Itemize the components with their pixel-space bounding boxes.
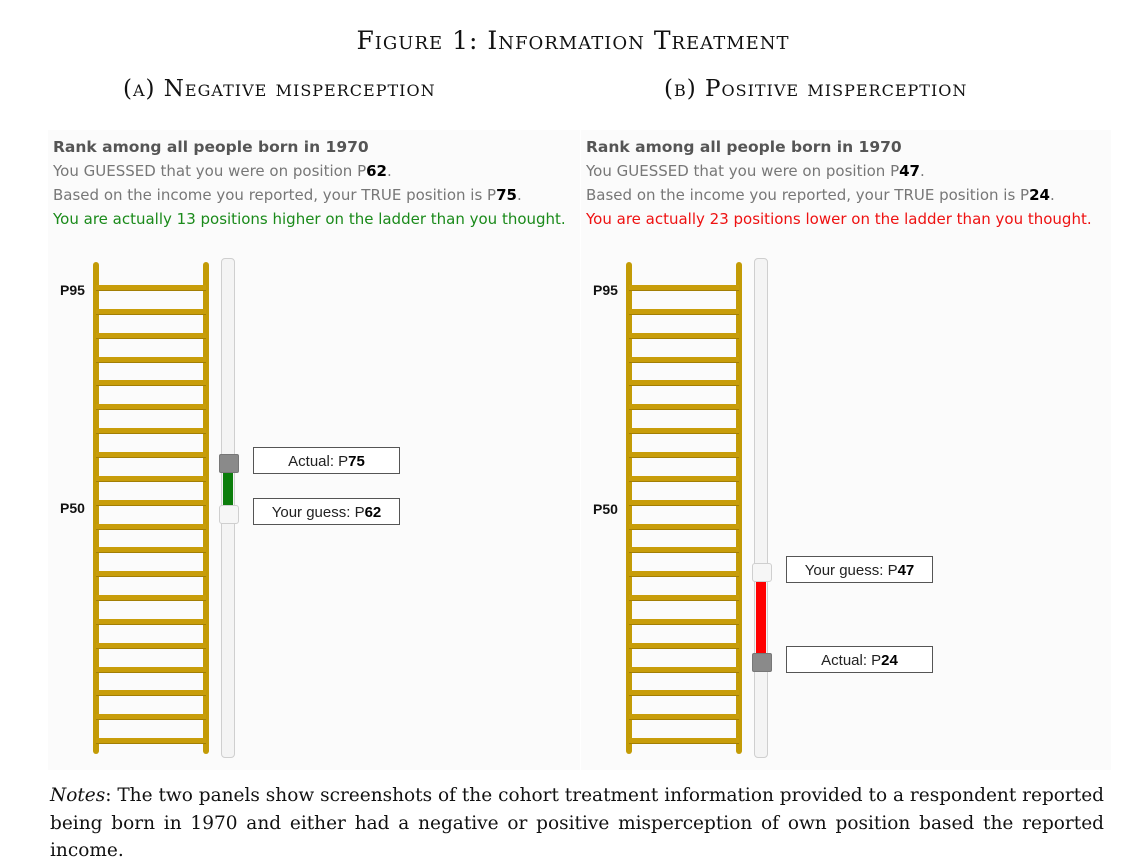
- ladder-rung: [629, 619, 739, 624]
- ladder-rung: [629, 404, 739, 409]
- ladder-rung: [629, 547, 739, 552]
- ladder-rung: [629, 595, 739, 600]
- actual-slider-handle[interactable]: [752, 653, 772, 672]
- ladder-rung: [629, 524, 739, 529]
- ladder-rung: [629, 285, 739, 290]
- ladder-rung: [629, 643, 739, 648]
- ladder-rung: [96, 357, 206, 362]
- ladder-rung: [96, 404, 206, 409]
- label-p95: P95: [593, 282, 618, 298]
- difference-statement: You are actually 13 positions higher on the ladder than you thought.: [53, 210, 566, 228]
- ladder-rung: [629, 667, 739, 672]
- actual-tag-prefix: Actual: P: [821, 652, 882, 670]
- guess-prefix: You GUESSED that you were on position P: [53, 162, 367, 180]
- ladder-rung: [96, 452, 206, 457]
- panel-b-screenshot: [581, 130, 1111, 770]
- position-slider-track[interactable]: [754, 258, 768, 758]
- ladder-rung: [96, 643, 206, 648]
- slider-fill: [756, 571, 766, 661]
- guess-position-tag: [786, 556, 933, 583]
- ladder-rung: [629, 380, 739, 385]
- ladder-rung: [96, 571, 206, 576]
- guess-value: 47: [899, 162, 920, 180]
- guess-prefix: You GUESSED that you were on position P: [586, 162, 900, 180]
- ladder-rung: [629, 476, 739, 481]
- ladder-rung: [629, 357, 739, 362]
- guess-value: 62: [366, 162, 387, 180]
- ladder-rung: [96, 619, 206, 624]
- ladder-rung: [96, 690, 206, 695]
- ladder-rung: [629, 309, 739, 314]
- ladder-rung: [96, 428, 206, 433]
- ladder-rung: [629, 500, 739, 505]
- actual-slider-handle[interactable]: [219, 454, 239, 473]
- guess-statement: [53, 159, 566, 183]
- true-suffix: .: [1049, 186, 1055, 204]
- position-slider-track[interactable]: [221, 258, 235, 758]
- true-prefix: Based on the income you reported, your TRUE position is P: [53, 186, 497, 204]
- actual-tag-value: 75: [348, 453, 365, 471]
- difference-statement: You are actually 23 positions lower on the ladder than you thought.: [586, 210, 1092, 228]
- guess-position-tag: [253, 498, 400, 525]
- guess-slider-handle[interactable]: [219, 505, 239, 524]
- ladder-rung: [629, 571, 739, 576]
- figure-notes: [50, 782, 1104, 865]
- ladder-rung: [629, 428, 739, 433]
- ladder-rung: [96, 380, 206, 385]
- guess-tag-prefix: Your guess: P: [271, 503, 365, 521]
- guess-tag-value: 62: [364, 503, 382, 521]
- true-value: 75: [496, 186, 517, 204]
- ladder-rung: [96, 285, 206, 290]
- ladder-rung: [629, 452, 739, 457]
- ladder-rung: [96, 714, 206, 719]
- ladder-rung: [96, 309, 206, 314]
- guess-slider-handle[interactable]: [752, 563, 772, 582]
- true-suffix: .: [516, 186, 522, 204]
- ladder-rung: [96, 333, 206, 338]
- guess-tag-value: 47: [897, 562, 915, 580]
- ladder-rung: [96, 500, 206, 505]
- true-statement: [586, 183, 1092, 207]
- income-ladder: [93, 262, 209, 754]
- true-statement: [53, 183, 566, 207]
- income-ladder: [626, 262, 742, 754]
- ladder-rung: [96, 524, 206, 529]
- guess-suffix: .: [920, 162, 925, 180]
- actual-tag-prefix: Actual: P: [288, 453, 349, 471]
- label-p50: P50: [593, 501, 618, 517]
- notes-text: : The two panels show screenshots of the cohort treatment information provided to a respondent reported being born in 1970 and either had a negative or positive misperception of own position based the reported income.: [50, 785, 1104, 861]
- ladder-rung: [96, 547, 206, 552]
- panel-a-caption: (a) Negative misperception: [123, 76, 436, 102]
- ladder-rung: [629, 333, 739, 338]
- actual-position-tag: [253, 447, 400, 474]
- panel-a-screenshot: [48, 130, 580, 770]
- ladder-rung: [629, 738, 739, 743]
- ladder-rung: [96, 595, 206, 600]
- panel-b-caption: (b) Positive misperception: [664, 76, 968, 102]
- panel-a-info: [53, 135, 566, 231]
- ladder-rung: [96, 476, 206, 481]
- panel-b-info: [586, 135, 1092, 231]
- ladder-rung: [629, 714, 739, 719]
- label-p95: P95: [60, 282, 85, 298]
- ladder-rung: [629, 690, 739, 695]
- guess-tag-prefix: Your guess: P: [804, 562, 898, 580]
- actual-tag-value: 24: [881, 652, 898, 670]
- guess-statement: [586, 159, 1092, 183]
- label-p50: P50: [60, 500, 85, 516]
- guess-suffix: .: [387, 162, 392, 180]
- notes-label: Notes: [50, 785, 106, 806]
- rank-heading: Rank among all people born in 1970: [53, 138, 369, 156]
- true-value: 24: [1029, 186, 1050, 204]
- true-prefix: Based on the income you reported, your TRUE position is P: [586, 186, 1030, 204]
- ladder-rung: [96, 667, 206, 672]
- ladder-rung: [96, 738, 206, 743]
- rank-heading: Rank among all people born in 1970: [586, 138, 902, 156]
- actual-position-tag: [786, 646, 933, 673]
- figure-title: Figure 1: Information Treatment: [356, 26, 790, 55]
